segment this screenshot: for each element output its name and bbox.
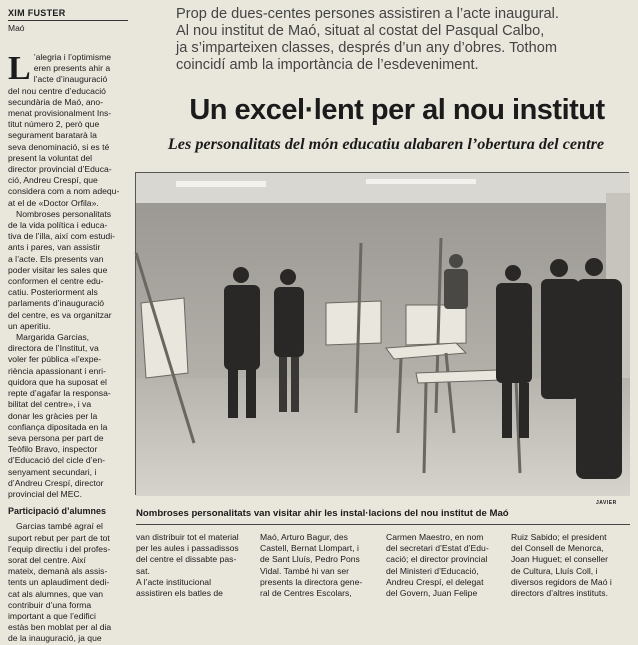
bottom-column-2 (260, 532, 378, 599)
byline-rule (8, 20, 128, 21)
text-line: Ruiz Sabido; el president (511, 532, 607, 542)
text-line: seva persona per part de (8, 432, 104, 443)
text-line: l’acte d’inauguració (33, 74, 108, 85)
text-line: Carmen Maestro, en nom (386, 532, 484, 542)
text-line: Joan Huguet; el conseller (511, 554, 608, 565)
text-line: del centre, es va organitzar (8, 309, 112, 320)
text-line: Nombroses personalitats (16, 208, 112, 219)
text-line: seva denominació, si es té (8, 141, 110, 152)
text-line: Margarida Garcias, (16, 332, 90, 343)
headline: Un excel·lent per al nou institut (189, 94, 605, 126)
text-line: secundària de Maó, ano- (8, 96, 104, 107)
text-line: donar les gràcies per la (8, 410, 98, 421)
article-photo (135, 172, 629, 495)
text-line: mateix, demanà als assis- (8, 566, 108, 577)
lead-line: Al nou institut de Maó, situat al costat del Pasqual Calbo, (176, 23, 545, 39)
text-line: segurament baratarà la (8, 130, 97, 141)
text-line: Maó, Arturo Bagur, des (260, 532, 348, 542)
text-line: cat als alumnes, que van (8, 588, 104, 599)
bottom-column-1 (136, 532, 254, 599)
text-line: titut número 2, però que (8, 119, 100, 130)
text-line: confiança dipositada en la (8, 421, 108, 432)
text-line: poder visitar les sales que (8, 264, 108, 275)
text-line: director provincial d’Educa- (8, 164, 112, 175)
text-line: un aperitiu. (8, 320, 51, 331)
text-line: de Cultura, Lluís Coll, i (511, 565, 598, 576)
paragraph-3 (8, 332, 130, 500)
photo-caption: Nombroses personalitats van visitar ahir les instal·lacions del nou institut de Maó (136, 508, 509, 519)
text-line: de Sant Lluís, Pedro Pons (260, 554, 360, 565)
text-line: del secretari d’Estat d’Edu- (386, 543, 489, 554)
bottom-column-3 (386, 532, 504, 599)
text-line: sat. (136, 565, 150, 576)
paragraph-2 (8, 209, 130, 332)
text-line: d’Educació del cicle d’en- (8, 455, 105, 466)
text-line: ants i pares, van assistir (8, 242, 101, 253)
text-line: tiva de l’illa, així com estudi- (8, 231, 115, 242)
text-line: quidora que ha suposat el (8, 376, 107, 387)
subheadline: Les personalitats del món educatiu alabaren l’obertura del centre (167, 135, 605, 153)
text-line: riència apassionant i enri- (8, 365, 106, 376)
text-line: considera com a nom adequ- (8, 186, 120, 197)
bottom-column-4 (511, 532, 629, 599)
text-line: ral de Centres Escolars, (260, 588, 352, 599)
text-line: Castell, Bernat Llompart, i (260, 543, 359, 554)
text-line: presents la directora gene- (260, 576, 363, 587)
text-line: d’Andreu Crespí, director (8, 477, 104, 488)
text-line: assistiren els batles de (136, 588, 223, 599)
text-line: del centre el dissabte pas- (136, 554, 237, 565)
section-title: Participació d’alumnes (8, 506, 107, 517)
text-line: del nou centre d’educació (8, 85, 106, 96)
text-line: voler fer pública «l’expe- (8, 354, 102, 365)
text-line: l’equip directiu i del profes- (8, 543, 111, 554)
lead-line: coincidí amb la importància de l’esdeveniment. (176, 57, 479, 73)
text-line: ’alegria i l’optimisme (33, 52, 112, 62)
text-line: directora de l’Institut, va (8, 343, 99, 354)
paragraph-4 (8, 521, 130, 644)
text-line: Vidal. També hi van ser (260, 565, 350, 576)
text-line: a l’acte. Els presents van (8, 253, 104, 264)
text-line: Garcias també agraí el (16, 521, 103, 532)
photo-credit: JAVIER (596, 500, 617, 506)
text-line: del Govern, Juan Felipe (386, 588, 478, 599)
text-line: ció, Andreu Crespí, que (8, 175, 98, 186)
text-line: tents un aplaudiment dedi- (8, 577, 110, 588)
text-line: menat provisionalment Ins- (8, 108, 112, 119)
text-line: A l’acte institucional (136, 576, 211, 587)
left-column (8, 52, 130, 645)
text-line: present la voluntat del (8, 152, 93, 163)
text-line: catiu. Posteriorment als (8, 287, 98, 298)
text-line: cació; el director provincial (386, 554, 488, 565)
lead-line: Prop de dues-centes persones assistiren a l’acte inaugural. (176, 6, 559, 22)
caption-rule (136, 524, 630, 525)
text-line: del Consell de Menorca, (511, 543, 604, 554)
text-line: directors d’altres instituts. (511, 588, 608, 599)
text-line: suport rebut per part de tot (8, 532, 110, 543)
text-line: estàs ben moblat per al dia (8, 622, 112, 633)
text-line: eren presents ahir a (33, 63, 111, 74)
text-line: bilitat del centre», i va (8, 399, 92, 410)
drop-cap: L (8, 50, 31, 87)
text-line: diversos regidors de Maó i (511, 576, 612, 587)
lead-line: ja s’imparteixen classes, després d’un any d’obres. Tothom (176, 40, 557, 56)
byline-author: XIM FUSTER (8, 8, 66, 18)
text-line: de la inauguració, ja que (8, 633, 102, 644)
text-line: senyament secundari, i (8, 466, 97, 477)
text-line: del Ministeri d’Educació, (386, 565, 479, 576)
text-line: per les aules i passadissos (136, 543, 239, 554)
text-line: contribuir d’una forma (8, 599, 92, 610)
text-line: sorat del centre. Així (8, 554, 86, 565)
text-line: de la vida política i educa- (8, 220, 108, 231)
lead-paragraph (176, 6, 628, 74)
text-line: important a que l’edifici (8, 610, 96, 621)
text-line: Teòfilo Bravo, inspector (8, 444, 98, 455)
text-line: provincial del MEC. (8, 488, 83, 499)
text-line: repte d’agafar la responsa- (8, 388, 111, 399)
text-line: parlaments d’inauguració (8, 298, 105, 309)
text-line: Andreu Crespí, el delegat (386, 576, 484, 587)
text-line: conformen el centre edu- (8, 276, 104, 287)
text-line: van distribuir tot el material (136, 532, 239, 542)
text-line: at el de «Doctor Orfila». (8, 197, 99, 208)
byline-place: Maó (8, 23, 25, 33)
